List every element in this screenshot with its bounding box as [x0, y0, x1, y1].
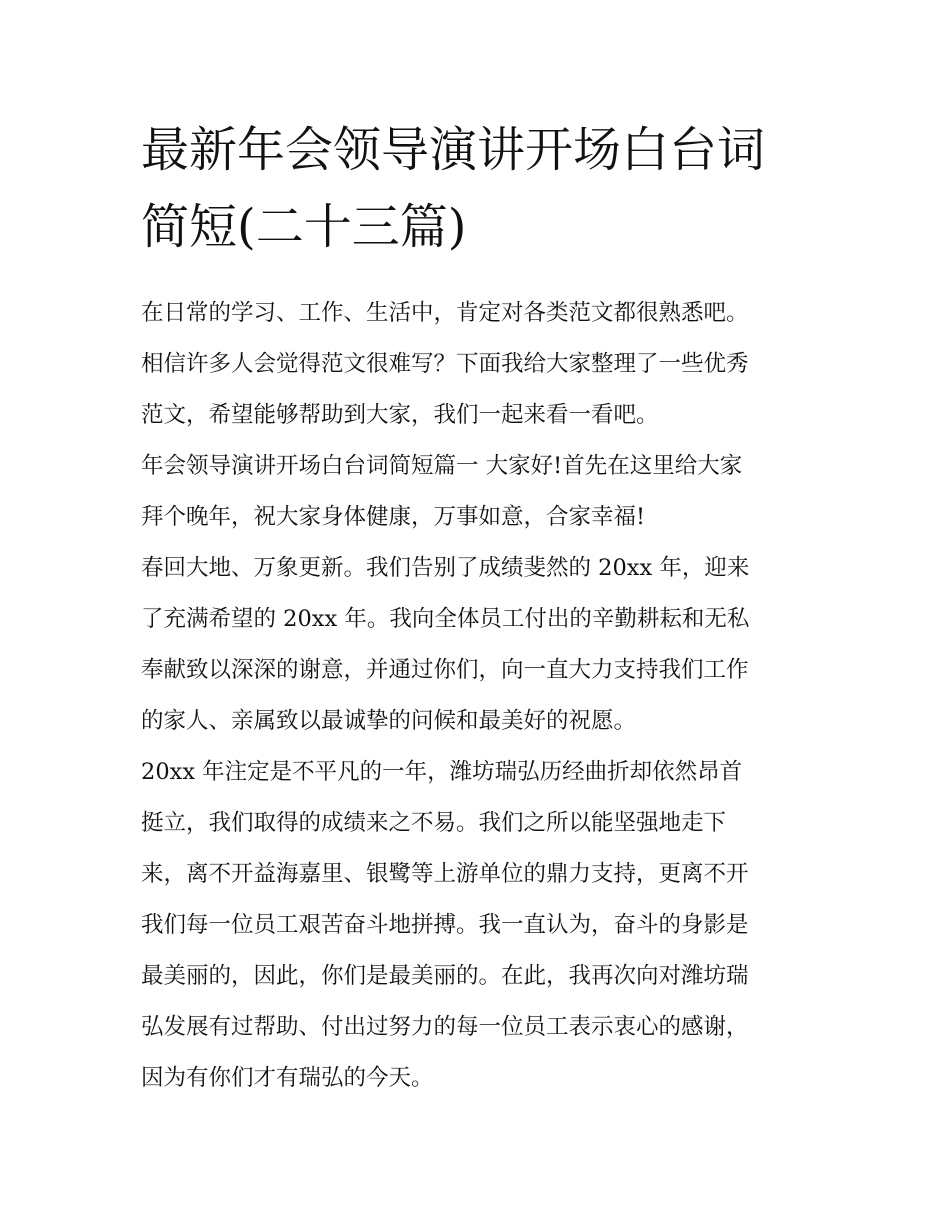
document-title [141, 112, 813, 266]
paragraph-line: 奉献致以深深的谢意，并通过你们，向一直大力支持我们工作 [141, 657, 749, 683]
paragraph-intro [141, 288, 813, 441]
paragraph-line: 在日常的学习、工作、生活中，肯定对各类范文都很熟悉吧。 [141, 300, 749, 326]
title-line-1: 最新年会领导演讲开场白台词 [141, 122, 766, 178]
paragraph-line: 20xx 年注定是不平凡的一年，潍坊瑞弘历经曲折却依然昂首 [141, 759, 743, 785]
paragraph-line: 年会领导演讲开场白台词简短篇一 大家好!首先在这里给大家 [141, 453, 743, 479]
paragraph-line: 最美丽的，因此，你们是最美丽的。在此，我再次向对潍坊瑞 [141, 963, 749, 989]
document-content [141, 112, 813, 1104]
paragraph-line: 挺立，我们取得的成绩来之不易。我们之所以能坚强地走下 [141, 810, 727, 836]
paragraph-spring [141, 543, 813, 747]
paragraph-line: 拜个晚年，祝大家身体健康，万事如意，合家幸福! [141, 504, 646, 530]
paragraph-line: 来，离不开益海嘉里、银鹭等上游单位的鼎力支持，更离不开 [141, 861, 749, 887]
paragraph-line: 的家人、亲属致以最诚挚的问候和最美好的祝愿。 [141, 708, 637, 734]
paragraph-line: 范文，希望能够帮助到大家，我们一起来看一看吧。 [141, 402, 659, 428]
paragraph-line: 了充满希望的 20xx 年。我向全体员工付出的辛勤耕耘和无私 [141, 606, 750, 632]
paragraph-line: 弘发展有过帮助、付出过努力的每一位员工表示衷心的感谢， [141, 1014, 749, 1040]
title-line-2: 简短(二十三篇) [141, 199, 467, 255]
paragraph-greeting [141, 441, 813, 543]
paragraph-line: 春回大地、万象更新。我们告别了成绩斐然的 20xx 年，迎来 [141, 555, 750, 581]
paragraph-line: 因为有你们才有瑞弘的今天。 [141, 1065, 434, 1091]
paragraph-line: 我们每一位员工艰苦奋斗地拼搏。我一直认为，奋斗的身影是 [141, 912, 749, 938]
document-body [141, 288, 813, 1104]
paragraph-line: 相信许多人会觉得范文很难写？下面我给大家整理了一些优秀 [141, 351, 749, 377]
paragraph-year-review [141, 747, 813, 1104]
